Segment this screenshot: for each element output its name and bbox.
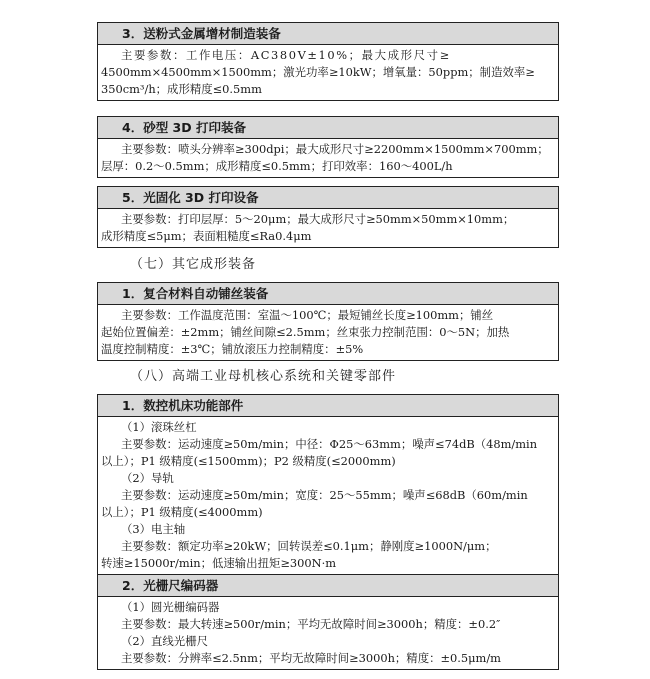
section-heading-7: （七）其它成形装备 <box>130 257 257 272</box>
spec-line: 转速≥15000r/min；低速输出扭矩≥300N·m <box>101 556 337 570</box>
spec-body <box>98 139 558 177</box>
spec-block-cnc-components <box>97 394 559 575</box>
spec-title: 2．光栅尺编码器 <box>98 575 558 597</box>
spec-line: 350cm³/h；成形精度≤0.5mm <box>101 82 262 96</box>
spec-block-sand-mold <box>97 116 559 178</box>
spec-block-powder-feed <box>97 22 559 101</box>
spec-line: 4500mm×4500mm×1500mm；激光功率≥10kW；增氧量：50ppm；制造效率≥ <box>101 65 535 79</box>
spec-subheading: （2）导轨 <box>121 471 174 485</box>
spec-line: 层厚：0.2～0.5mm；成形精度≤0.5mm；打印效率：160～400L/h <box>101 159 453 173</box>
spec-line: 起始位置偏差：±2mm；铺丝间隙≤2.5mm；丝束张力控制范围：0～5N；加热 <box>101 325 510 339</box>
spec-subheading: （2）直线光栅尺 <box>121 634 208 648</box>
spec-line: 以上）；P1 级精度(≤1500mm)；P2 级精度(≤2000mm) <box>101 454 396 468</box>
spec-body <box>98 417 558 574</box>
spec-block-photocuring <box>97 186 559 248</box>
spec-body <box>98 45 558 100</box>
section-heading-8: （八）高端工业母机核心系统和关键零部件 <box>130 369 397 384</box>
spec-title: 1．数控机床功能部件 <box>98 395 558 417</box>
spec-subheading: （1）滚珠丝杠 <box>121 420 197 434</box>
spec-block-fiber-placement <box>97 282 559 361</box>
spec-line: 主要参数：运动速度≥50m/min；宽度：25～55mm；噪声≤68dB（60m/min <box>121 488 528 502</box>
spec-title: 5．光固化 3D 打印设备 <box>98 187 558 209</box>
spec-line: 主要参数：工作电压：AC380V±10%；最大成形尺寸≥ <box>121 48 451 62</box>
spec-line: 成形精度≤5μm；表面粗糙度≤Ra0.4μm <box>101 229 312 243</box>
spec-line: 主要参数：喷头分辨率≥300dpi；最大成形尺寸≥2200mm×1500mm×700mm； <box>121 142 549 156</box>
spec-line: 主要参数：工作温度范围：室温～100℃；最短铺丝长度≥100mm；铺丝 <box>121 308 494 322</box>
spec-body <box>98 305 558 360</box>
spec-line: 主要参数：运动速度≥50m/min；中径：Φ25～63mm；噪声≤74dB（48m/min <box>121 437 538 451</box>
spec-line: 温度控制精度：±3℃；铺放滚压力控制精度：±5% <box>101 342 364 356</box>
spec-title: 3．送粉式金属增材制造装备 <box>98 23 558 45</box>
spec-title: 4．砂型 3D 打印装备 <box>98 117 558 139</box>
spec-line: 主要参数：额定功率≥20kW；回转误差≤0.1μm；静刚度≥1000N/μm； <box>121 539 497 553</box>
spec-subheading: （1）圆光栅编码器 <box>121 600 220 614</box>
spec-line: 主要参数：最大转速≥500r/min；平均无故障时间≥3000h；精度：±0.2″ <box>121 617 501 631</box>
spec-line: 以上）；P1 级精度(≤4000mm) <box>101 505 263 519</box>
spec-subheading: （3）电主轴 <box>121 522 186 536</box>
spec-body <box>98 597 558 669</box>
spec-title: 1．复合材料自动铺丝装备 <box>98 283 558 305</box>
spec-block-grating-encoder <box>97 574 559 670</box>
spec-line: 主要参数：打印层厚：5～20μm；最大成形尺寸≥50mm×50mm×10mm； <box>121 212 515 226</box>
spec-line: 主要参数：分辨率≤2.5nm；平均无故障时间≥3000h；精度：±0.5μm/m <box>121 651 501 665</box>
spec-body <box>98 209 558 247</box>
